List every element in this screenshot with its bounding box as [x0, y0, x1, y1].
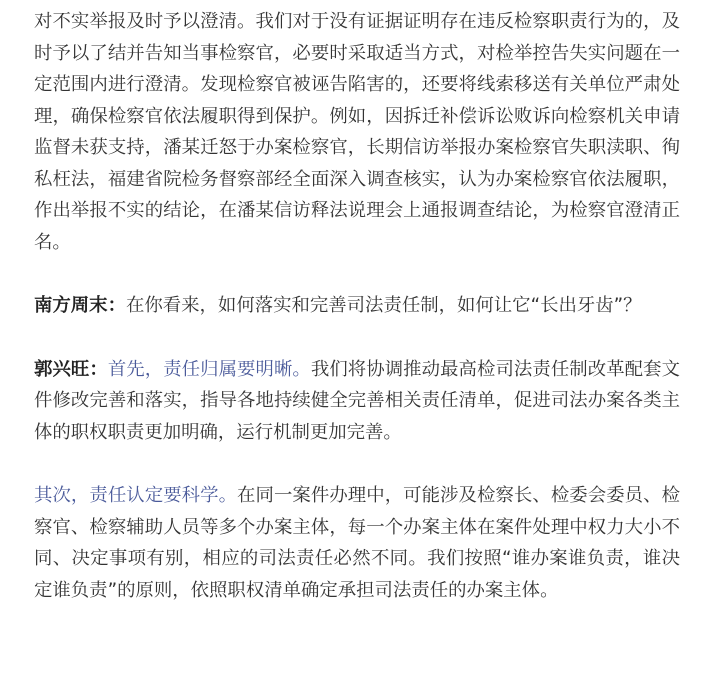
question-text: 在你看来，如何落实和完善司法责任制，如何让它“长出牙齿”？	[125, 295, 642, 316]
answer-speaker: 郭兴旺：	[34, 358, 108, 380]
question-speaker: 南方周末：	[34, 295, 126, 316]
answer-paragraph-second	[34, 480, 680, 606]
answer-first-highlight: 首先，责任归属要明晰。	[107, 358, 311, 380]
interview-question	[34, 290, 680, 322]
answer-paragraph-first	[34, 354, 680, 449]
answer-second-highlight: 其次，责任认定要科学。	[34, 485, 238, 506]
paragraph-clarification: 对不实举报及时予以澄清。我们对于没有证据证明存在违反检察职责行为的，及时予以了结并告知当事检察官，必要时采取适当方式，对检举控告失实问题在一定范围内进行澄清。发现检察官被诬告陷害的，还要将线索移送有关单位严肃处理，确保检察官依法履职得到保护。例如，因拆迁补偿诉讼败诉向检察机关申请监督未获支持，潘某迁怒于办案检察官，长期信访举报办案检察官失职渎职、徇私枉法，福建省院检务督察部经全面深入调查核实，认为办案检察官依法履职，作出举报不实的结论，在潘某信访释法说理会上通报调查结论，为检察官澄清正名。	[34, 11, 680, 253]
answer-second-text: 在同一案件办理中，可能涉及检察长、检委会委员、检察官、检察辅助人员等多个办案主体，每一个办案主体在案件处理中权力大小不同、决定事项有别，相应的司法责任必然不同。我们按照“谁办案谁负责，谁决定谁负责”的原则，依照职权清单确定承担司法责任的办案主体。	[34, 485, 680, 601]
answer-first-text: 我们将协调推动最高检司法责任制改革配套文件修改完善和落实，指导各地持续健全完善相关责任清单，促进司法办案各类主体的职权职责更加明确，运行机制更加完善。	[34, 358, 680, 443]
